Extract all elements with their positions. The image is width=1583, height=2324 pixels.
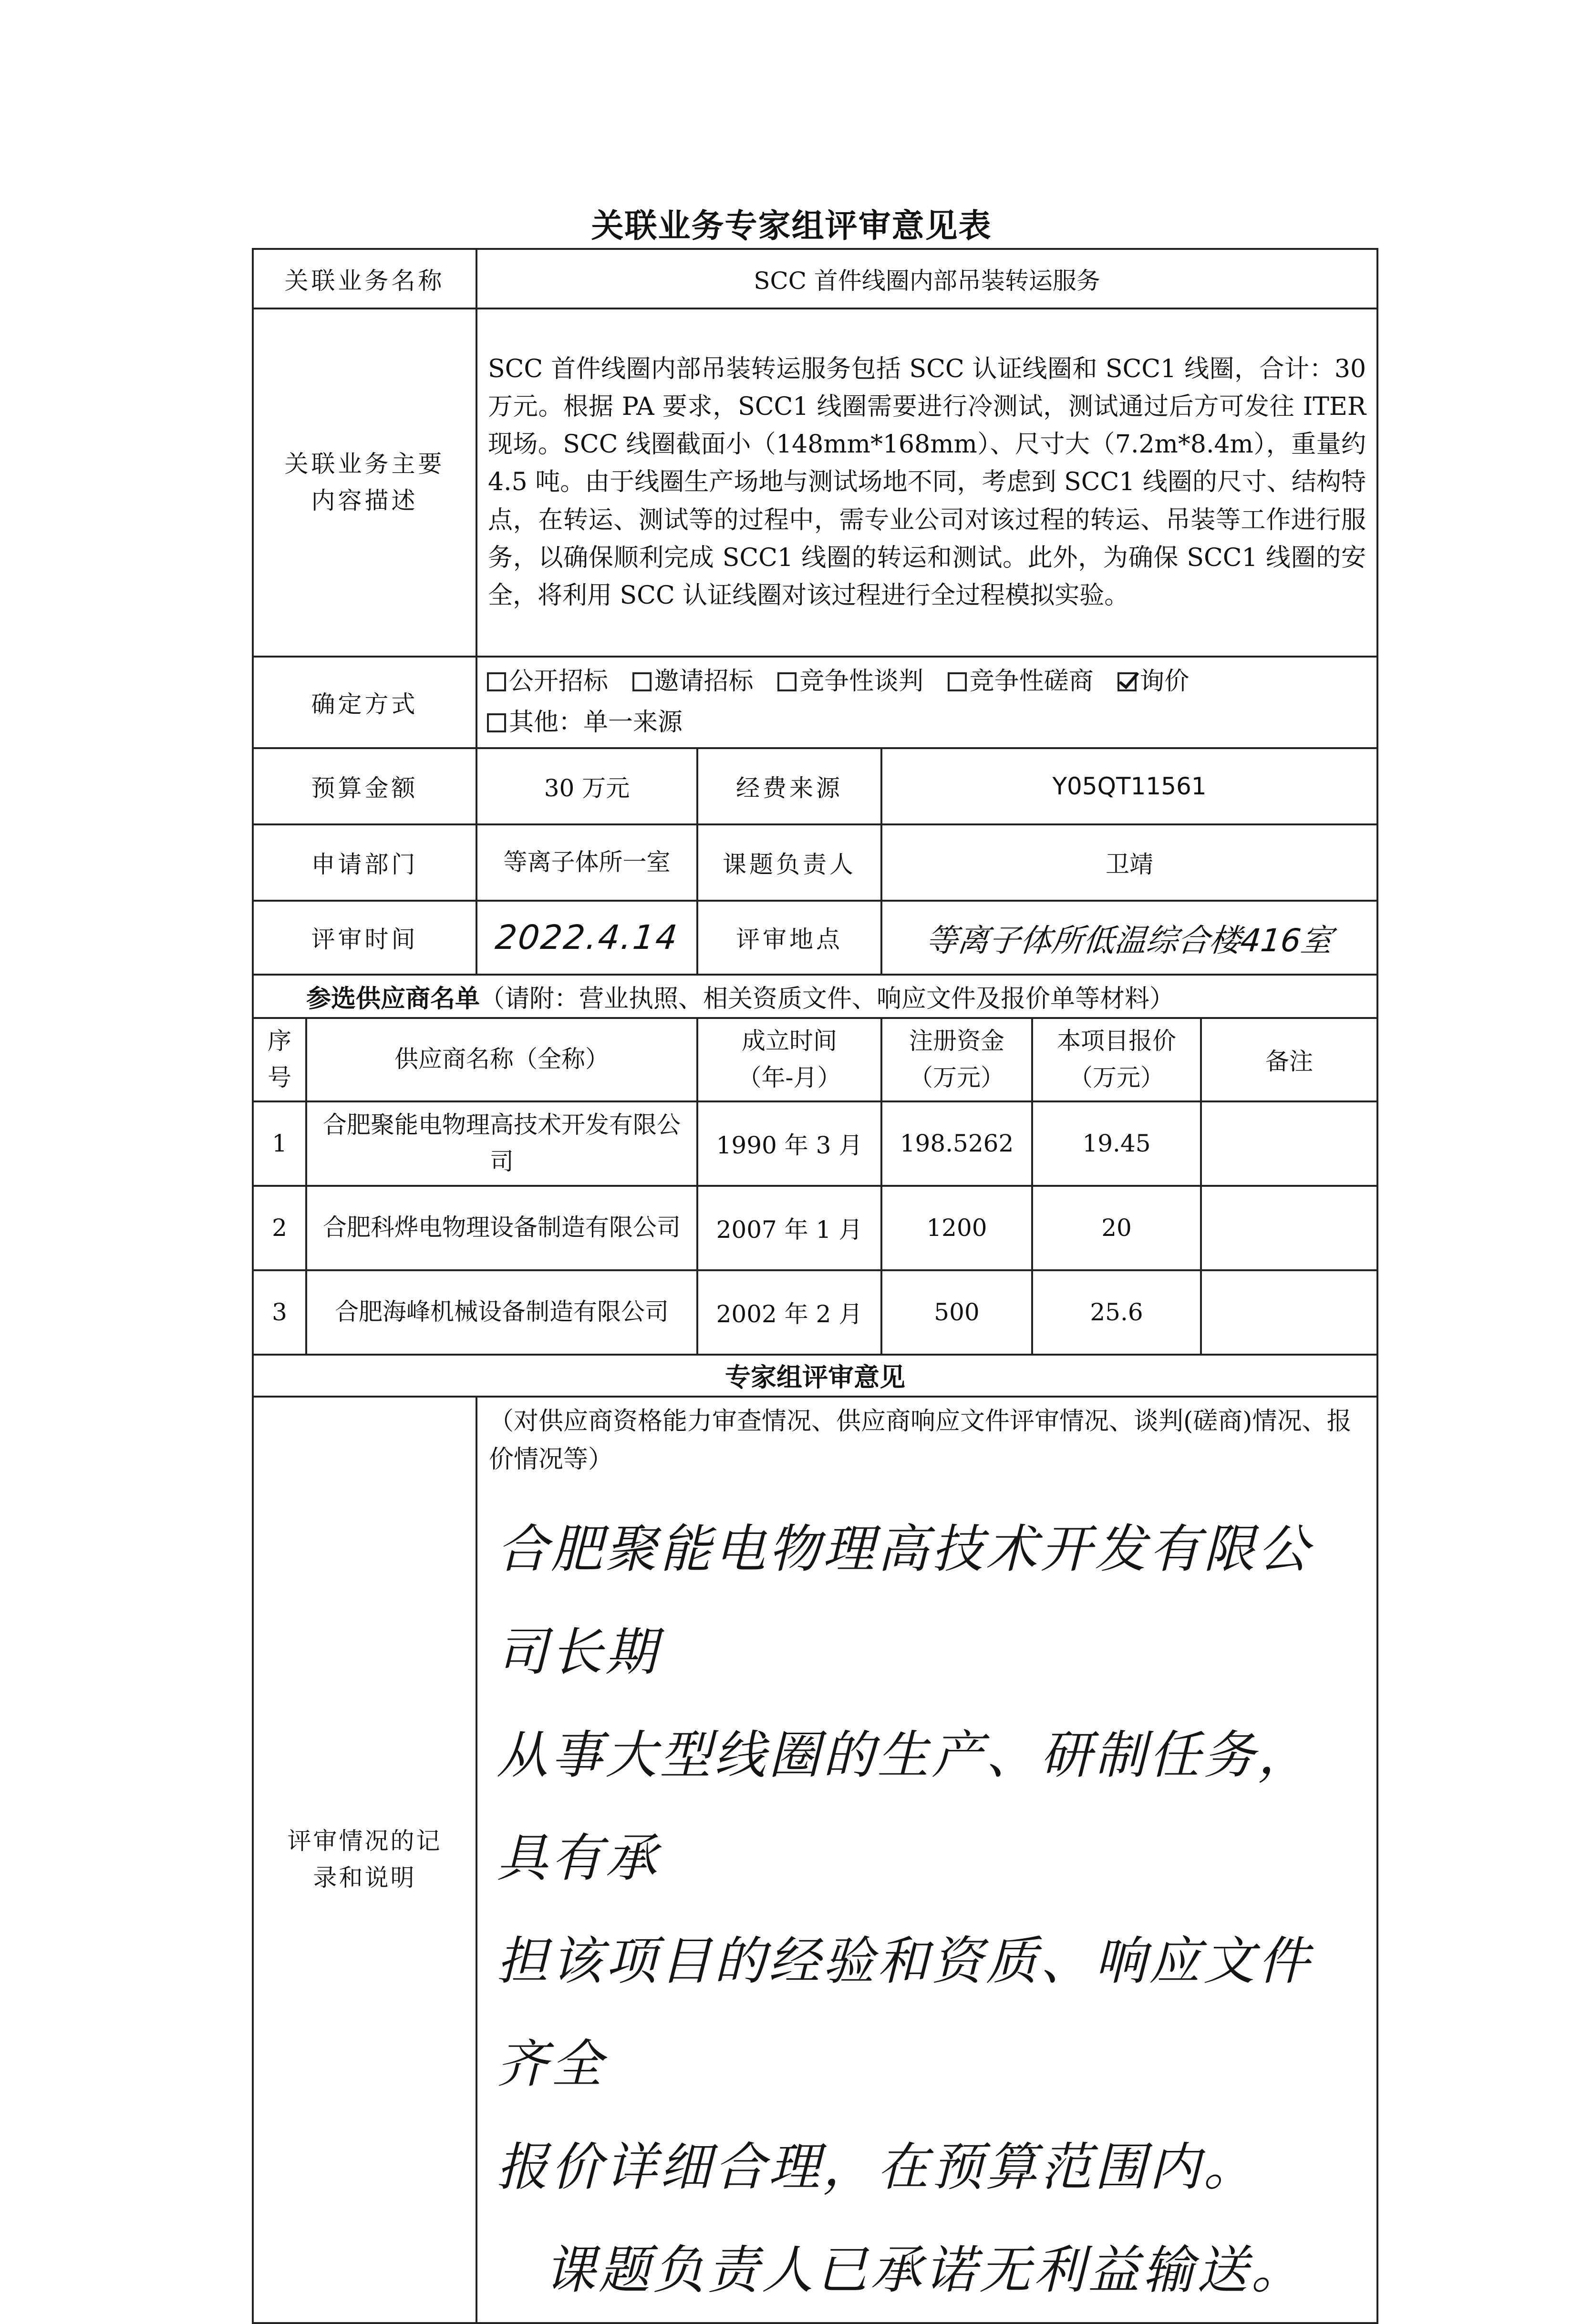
- supplier-name: 合肥科烨电物理设备制造有限公司: [306, 1186, 697, 1270]
- method-option-consultation[interactable]: 竞争性磋商: [948, 667, 1094, 696]
- supplier-quote: 19.45: [1032, 1101, 1201, 1186]
- dept-value: 等离子体所一室: [476, 824, 697, 901]
- opinion-heading: 专家组评审意见: [253, 1355, 1377, 1397]
- opinion-line: 担该项目的经验和资质、响应文件齐全: [497, 1931, 1313, 2094]
- review-place-label: 评审地点: [697, 901, 881, 975]
- col-header-name: 供应商名称（全称）: [306, 1018, 697, 1101]
- budget-row: [253, 748, 1377, 824]
- supplier-remark: [1201, 1186, 1377, 1270]
- supplier-capital: 1200: [881, 1186, 1032, 1270]
- checkbox-icon[interactable]: [632, 672, 652, 691]
- method-option-open[interactable]: 公开招标: [487, 667, 608, 696]
- method-label: 确定方式: [253, 657, 476, 748]
- business-name-row: [253, 249, 1377, 308]
- review-place-value: [881, 901, 1377, 975]
- supplier-name: 合肥海峰机械设备制造有限公司: [306, 1270, 697, 1355]
- supplier-founded: 2002 年 2 月: [697, 1270, 881, 1355]
- business-desc-label: 关联业务主要内容描述: [253, 308, 476, 657]
- method-option-negotiation[interactable]: 竞争性谈判: [777, 667, 923, 696]
- business-desc-value: SCC 首件线圈内部吊装转运服务包括 SCC 认证线圈和 SCC1 线圈，合计：30 万元。根据 PA 要求，SCC1 线圈需要进行冷测试，测试通过后方可发往 ITER 现场。SCC 线圈截面小（148mm*168mm）、尺寸大（7.2m*8.4m），重量约 4.5 吨。由于线圈生产场地与测试场地不同，考虑到 SCC1 线圈的尺寸、结构特点，在转运、测试等的过程中，需专业公司对该过程的转运、吊装等工作进行服务，以确保顺利完成 SCC1 线圈的转运和测试。此外，为确保 SCC1 线圈的安全，将利用 SCC 认证线圈对该过程进行全过程模拟实验。: [476, 308, 1377, 657]
- business-name-value: SCC 首件线圈内部吊装转运服务: [476, 249, 1377, 308]
- opinion-line: 合肥聚能电物理高技术开发有限公司长期: [497, 1519, 1313, 1682]
- supplier-remark: [1201, 1270, 1377, 1355]
- opinion-hint: （对供应商资格能力审查情况、供应商响应文件评审情况、谈判(磋商)情况、报价情况等）: [489, 1407, 1352, 1474]
- suppliers-heading: [253, 975, 1377, 1018]
- leader-label: 课题负责人: [697, 824, 881, 901]
- supplier-quote: 20: [1032, 1186, 1201, 1270]
- opinion-row: [253, 1397, 1377, 2323]
- method-option-invite[interactable]: 邀请招标: [632, 667, 754, 696]
- supplier-remark: [1201, 1101, 1377, 1186]
- method-options: [476, 657, 1377, 748]
- leader-value: 卫靖: [881, 824, 1377, 901]
- suppliers-heading-row: [253, 975, 1377, 1018]
- business-desc-row: [253, 308, 1377, 657]
- supplier-no: 2: [253, 1186, 306, 1270]
- supplier-quote: 25.6: [1032, 1270, 1201, 1355]
- opinion-line: 课题负责人已承诺无利益输送。: [544, 2240, 1306, 2300]
- supplier-founded: 1990 年 3 月: [697, 1101, 881, 1186]
- method-option-other[interactable]: 其他：单一来源: [487, 708, 683, 737]
- table-row: [253, 1101, 1377, 1186]
- checkbox-icon[interactable]: [487, 713, 506, 732]
- opinion-heading-row: [253, 1355, 1377, 1397]
- method-option-inquiry[interactable]: 询价: [1117, 667, 1189, 696]
- budget-label: 预算金额: [253, 748, 476, 824]
- fund-source-value: Y05QT11561: [881, 748, 1377, 824]
- opinion-handwriting: [477, 1498, 1376, 2322]
- opinion-label: 评审情况的记录和说明: [253, 1397, 476, 2323]
- col-header-remark: 备注: [1201, 1018, 1377, 1101]
- review-time-label: 评审时间: [253, 901, 476, 975]
- opinion-line: 报价详细合理，在预算范围内。: [497, 2137, 1258, 2197]
- supplier-capital: 500: [881, 1270, 1032, 1355]
- fund-source-label: 经费来源: [697, 748, 881, 824]
- supplier-capital: 198.5262: [881, 1101, 1032, 1186]
- business-name-label: 关联业务名称: [253, 249, 476, 308]
- supplier-name: 合肥聚能电物理高技术开发有限公司: [306, 1101, 697, 1186]
- review-time-handwritten: 2022.4.14: [493, 918, 681, 957]
- budget-value: 30 万元: [476, 748, 697, 824]
- checkbox-icon[interactable]: [487, 672, 506, 691]
- page-title: 关联业务专家组评审意见表: [591, 207, 992, 245]
- table-row: [253, 1186, 1377, 1270]
- suppliers-heading-note: （请附：营业执照、相关资质文件、响应文件及报价单等材料）: [480, 984, 1175, 1013]
- col-header-quote: 本项目报价（万元）: [1032, 1018, 1201, 1101]
- checkbox-icon[interactable]: [948, 672, 967, 691]
- dept-label: 申请部门: [253, 824, 476, 901]
- review-place-handwritten: 等离子体所低温综合楼416室: [924, 922, 1335, 959]
- opinion-body: [476, 1397, 1377, 2323]
- supplier-no: 3: [253, 1270, 306, 1355]
- review-row: [253, 901, 1377, 975]
- col-header-capital: 注册资金（万元）: [881, 1018, 1032, 1101]
- col-header-founded: 成立时间（年-月）: [697, 1018, 881, 1101]
- suppliers-heading-title: 参选供应商名单: [306, 984, 480, 1013]
- table-row: [253, 1270, 1377, 1355]
- col-header-no: 序号: [253, 1018, 306, 1101]
- method-row: [253, 657, 1377, 748]
- supplier-founded: 2007 年 1 月: [697, 1186, 881, 1270]
- opinion-line: 从事大型线圈的生产、研制任务，具有承: [497, 1725, 1313, 1888]
- checkbox-icon[interactable]: [777, 672, 797, 691]
- suppliers-header-row: [253, 1018, 1377, 1101]
- checkbox-checked-icon[interactable]: [1117, 672, 1137, 691]
- supplier-no: 1: [253, 1101, 306, 1186]
- review-time-value: [476, 901, 697, 975]
- review-form-table: [252, 248, 1378, 2324]
- apply-row: [253, 824, 1377, 901]
